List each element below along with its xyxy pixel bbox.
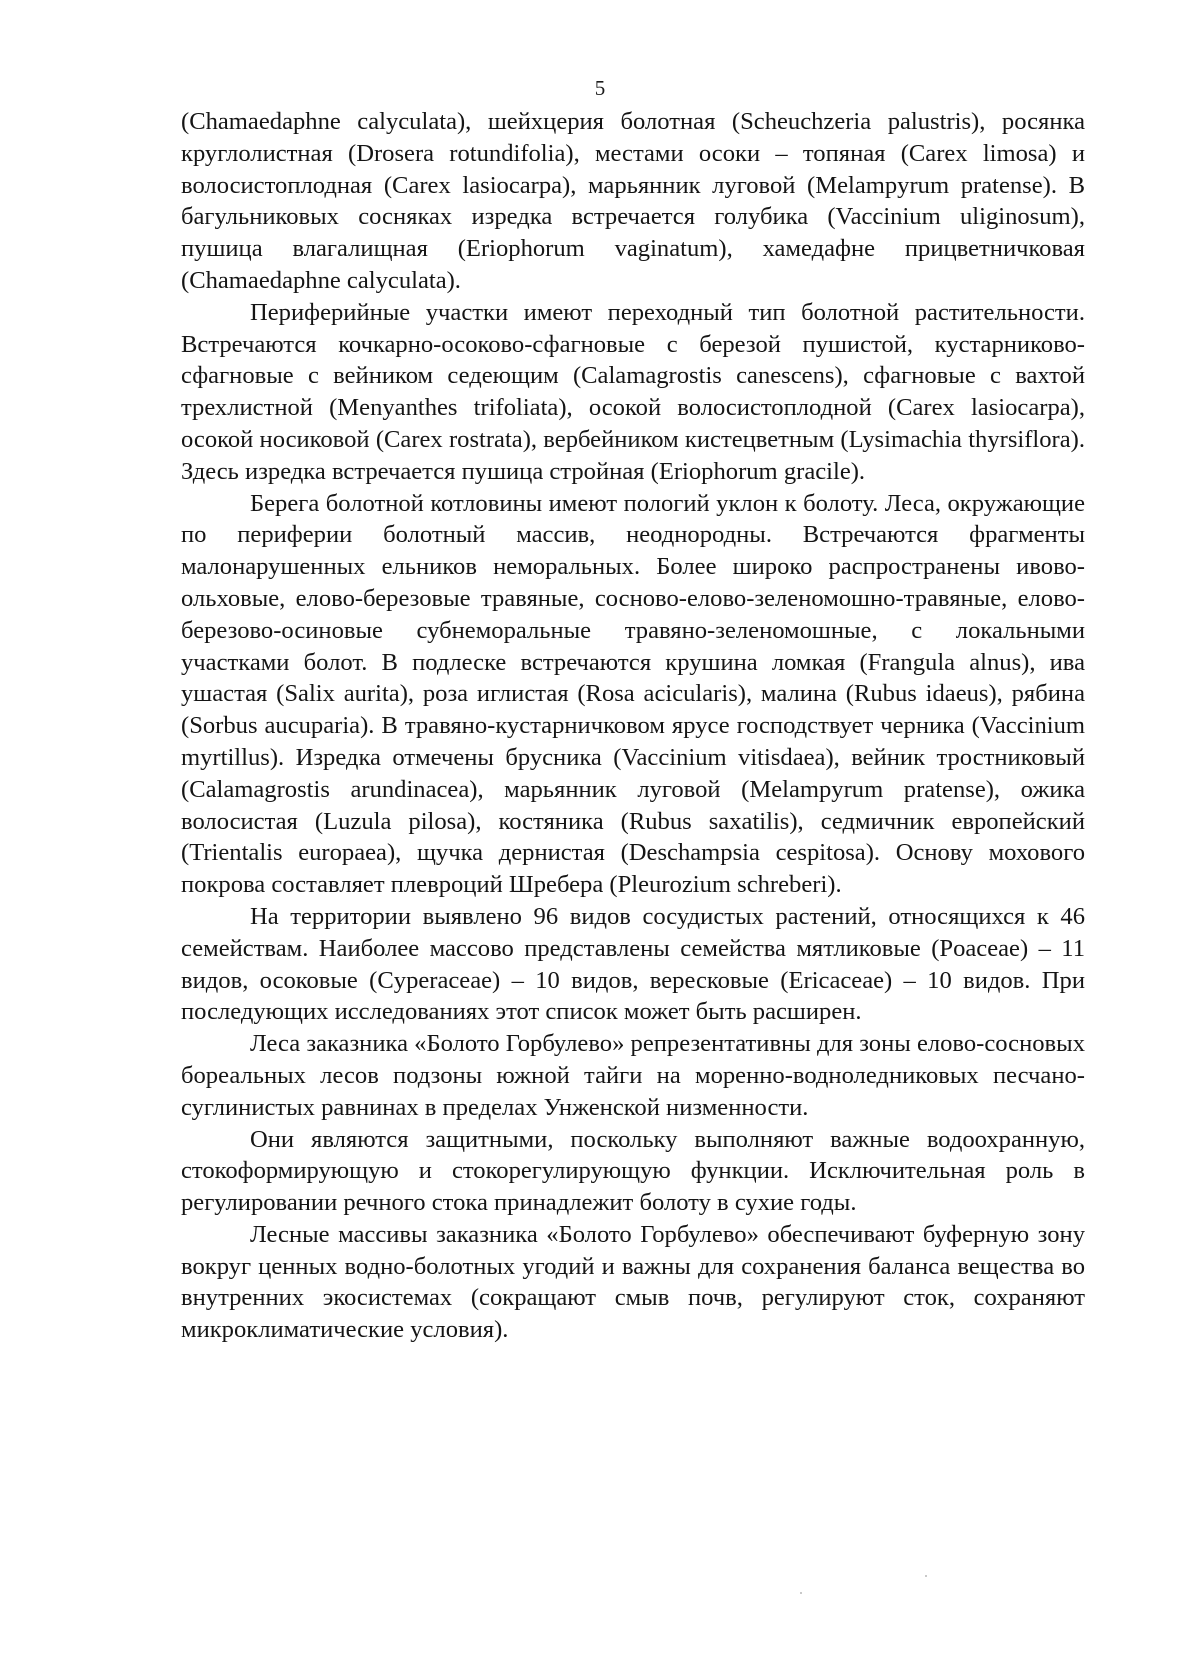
paragraph-6: Они являются защитными, поскольку выполняют важные водоохранную, стокоформирующую и стокорегулирующую функции. Исключительная роль в регулировании речного стока принадлежит болоту в сухие годы. [181, 1125, 1085, 1217]
document-body [181, 106, 1085, 1346]
scan-speck [925, 1575, 927, 1577]
paragraph-1: (Chamaedaphne calyculata), шейхцерия болотная (Scheuchzeria palustris), росянка круглолистная (Drosera rotundifolia), местами осоки – топяная (Carex limosa) и волосистоплодная (Carex lasiocarpa), марьянник луговой (Melampyrum pratense). В багульниковых сосняках изредка встречается голубика (Vaccinium uliginosum), пушица влагалищная (Eriophorum vaginatum), хамедафне прицветничковая (Chamaedaphne calyculata). [181, 108, 1085, 294]
paragraph-7: Лесные массивы заказника «Болото Горбулево» обеспечивают буферную зону вокруг ценных водно-болотных угодий и важны для сохранения баланса вещества во внутренних экосистемах (сокращают смыв почв, регулируют сток, сохраняют микроклиматические условия). [181, 1220, 1085, 1344]
paragraph-3: Берега болотной котловины имеют пологий уклон к болоту. Леса, окружающие по периферии болотный массив, неоднородны. Встречаются фрагменты малонарушенных ельников неморальных. Более широко распространены ивово-ольховые, елово-березовые травяные, сосново-елово-зеленомошно-травяные, елово-березово-осиновые субнеморальные травяно-зеленомошные, с локальными участками болот. В подлеске встречаются крушина ломкая (Frangula alnus), ива ушастая (Salix aurita), роза иглистая (Rosa acicularis), малина (Rubus idaeus), рябина (Sorbus aucuparia). В травяно-кустарничковом ярусе господствует черника (Vaccinium myrtillus). Изредка отмечены брусника (Vaccinium vitisdaea), вейник тростниковый (Calamagrostis arundinacea), марьянник луговой (Melampyrum pratense), ожика волосистая (Luzula pilosa), костяника (Rubus saxatilis), седмичник европейский (Trientalis europaea), щучка дернистая (Deschampsia cespitosa). Основу мохового покрова составляет плевроций Шребера (Pleurozium schreberi). [181, 489, 1085, 899]
paragraph-2: Периферийные участки имеют переходный тип болотной растительности. Встречаются кочкарно-осоково-сфагновые с березой пушистой, кустарниково-сфагновые с вейником седеющим (Calamagrostis canescens), сфагновые с вахтой трехлистной (Menyanthes trifoliata), осокой волосистоплодной (Carex lasiocarpa), осокой носиковой (Carex rostrata), вербейником кистецветным (Lysimachia thyrsiflora). Здесь изредка встречается пушица стройная (Eriophorum gracile). [181, 298, 1085, 485]
paragraph-4: На территории выявлено 96 видов сосудистых растений, относящихся к 46 семействам. Наиболее массово представлены семейства мятликовые (Poaceae) – 11 видов, осоковые (Cyperaceae) – 10 видов, вересковые (Ericaceae) – 10 видов. При последующих исследованиях этот список может быть расширен. [181, 902, 1085, 1026]
paragraph-5: Леса заказника «Болото Горбулево» репрезентативны для зоны елово-сосновых бореальных лесов подзоны южной тайги на моренно-водноледниковых песчано-суглинистых равнинах в пределах Унженской низменности. [181, 1030, 1085, 1121]
scan-speck [800, 1592, 802, 1594]
page-number: 5 [594, 76, 606, 100]
